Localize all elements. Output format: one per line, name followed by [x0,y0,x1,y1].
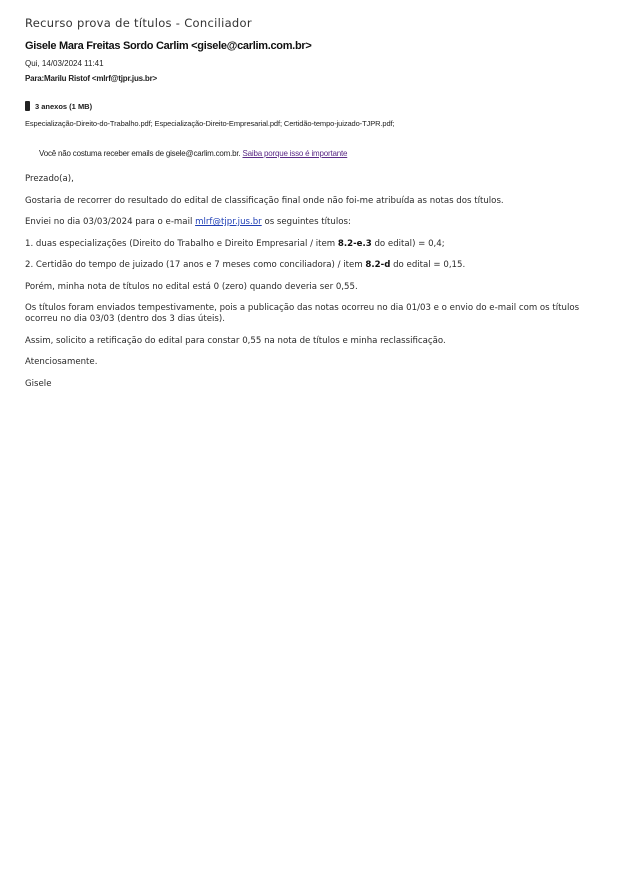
sender-warning [39,149,347,158]
learn-why-link[interactable]: Saiba porque isso é importante [242,149,348,158]
body-paragraph: Porém, minha nota de títulos no edital está 0 (zero) quando deveria ser 0,55. [25,281,358,292]
email-link[interactable]: mlrf@tjpr.jus.br [195,217,262,227]
paperclip-icon [25,101,30,111]
email-recipient: Para:Marilu Ristof <mlrf@tjpr.jus.br> [25,74,157,83]
email-sender: Gisele Mara Freitas Sordo Carlim <gisele@carlim.com.br> [25,40,312,52]
email-date: Qui, 14/03/2024 11:41 [25,59,104,68]
greeting: Prezado(a), [25,174,74,184]
list-item: 1. duas especializações (Direito do Trabalho e Direito Empresarial / item 8.2-e.3 do edital) = 0,4; [25,238,445,249]
attachments-file-list[interactable]: Especialização-Direito-do-Trabalho.pdf; Especialização-Direito-Empresarial.pdf; Certidão-tempo-juizado-TJPR.pdf; [25,119,395,128]
body-paragraph: Assim, solicito a retificação do edital para constar 0,55 na nota de títulos e minha reclassificação. [25,335,446,346]
body-paragraph: Gostaria de recorrer do resultado do edital de classificação final onde não foi-me atribuída as notas dos títulos. [25,195,504,206]
attachments-summary [25,101,92,111]
sender-warning-text: Você não costuma receber emails de gisele@carlim.com.br. [39,149,241,158]
attachments-count: 3 anexos (1 MB) [35,101,93,111]
email-subject: Recurso prova de títulos - Conciliador [25,16,252,30]
email-body [25,174,600,400]
signature: Gisele [25,378,52,389]
list-item: 2. Certidão do tempo de juizado (17 anos e 7 meses como conciliadora) / item 8.2-d do edital = 0,15. [25,260,466,270]
body-paragraph: Enviei no dia 03/03/2024 para o e-mail mlrf@tjpr.jus.br os seguintes títulos: [25,217,351,227]
body-paragraph: Os títulos foram enviados tempestivamente, pois a publicação das notas ocorreu no dia 01/03 e o envio do e-mail com os títulos ocorreu no dia 03/03 (dentro dos 3 dias úteis). [25,303,580,324]
closing: Atenciosamente. [25,357,98,367]
